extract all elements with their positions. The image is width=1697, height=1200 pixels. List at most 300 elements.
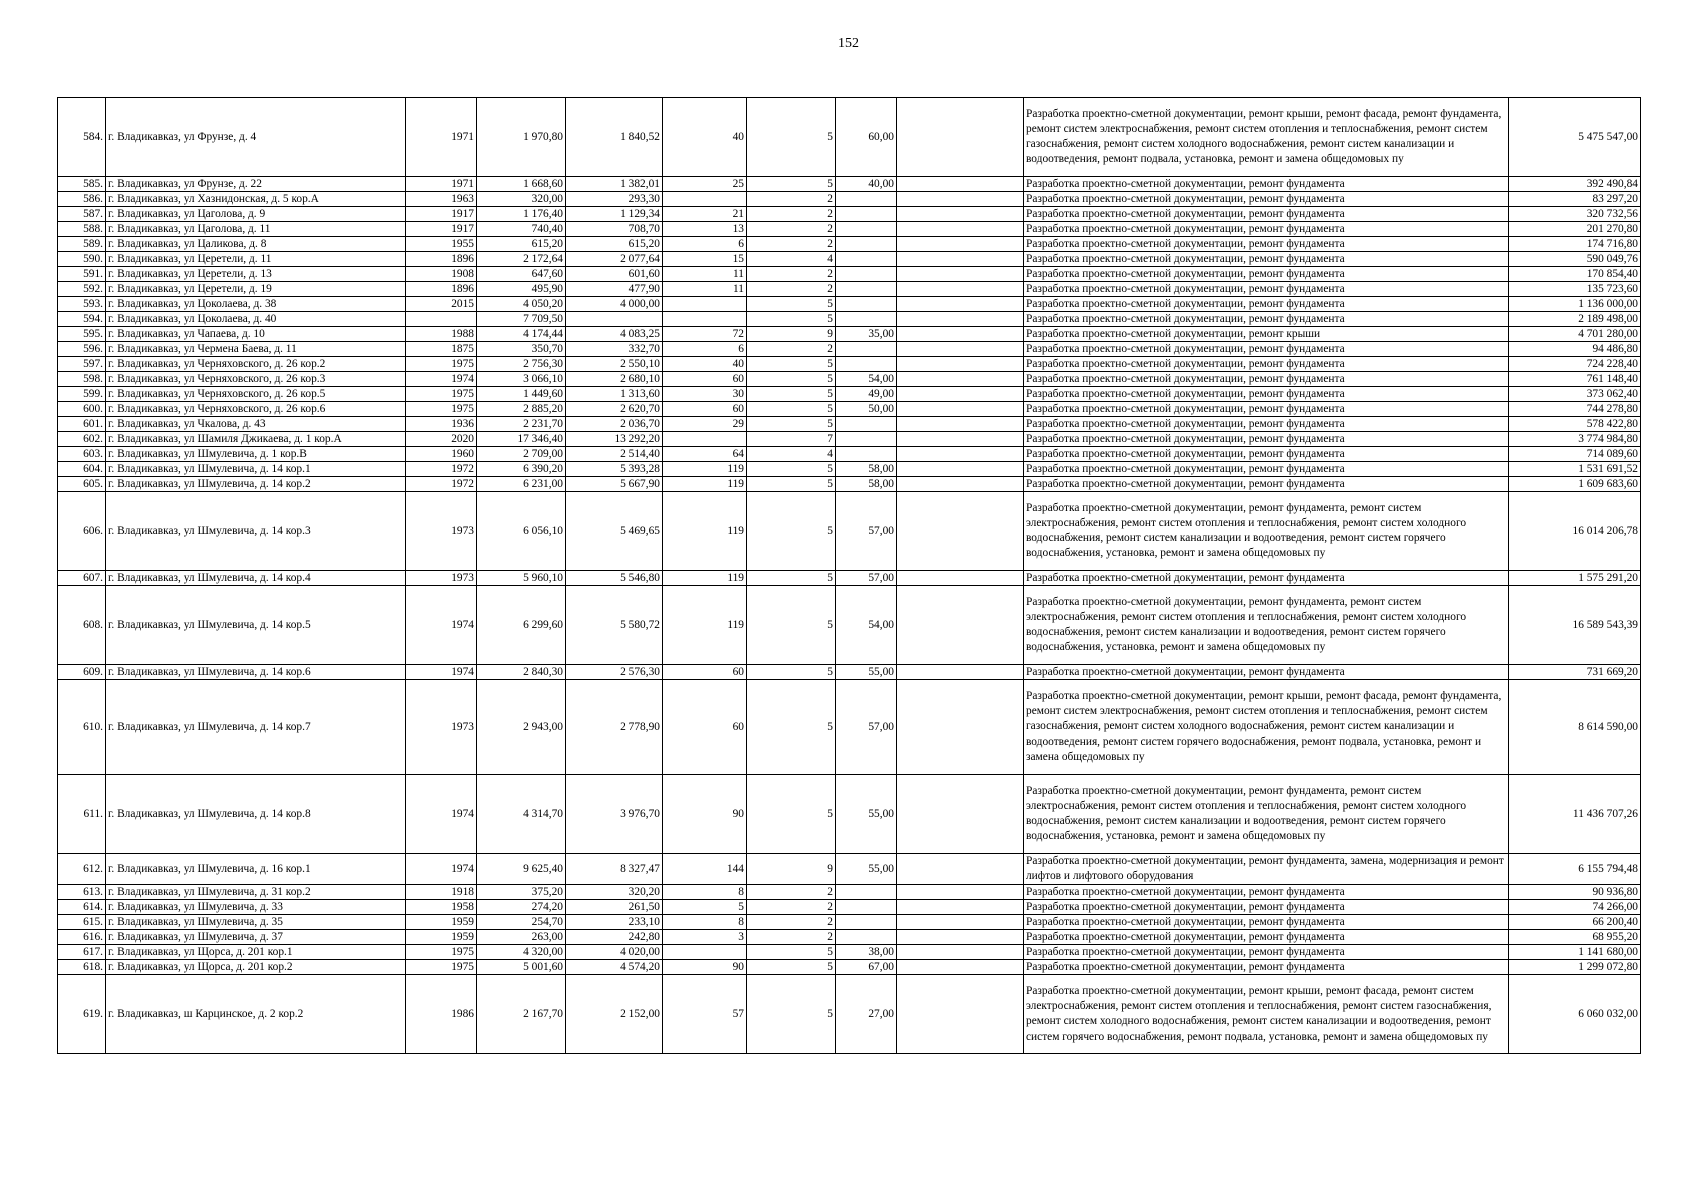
residents-cell: 60 [663,680,747,775]
address-cell: г. Владикавказ, ул Хазнидонская, д. 5 кор.А [106,192,406,207]
cost-cell: 761 148,40 [1509,372,1641,387]
address-cell: г. Владикавказ, ул Черняховского, д. 26 кор.2 [106,357,406,372]
year-cell: 1959 [406,915,477,930]
row-number: 590. [58,252,106,267]
year-cell: 1936 [406,417,477,432]
total-area-cell: 375,20 [477,885,566,900]
table-row [58,571,1641,586]
residents-cell: 11 [663,267,747,282]
floors-cell: 5 [747,372,836,387]
floors-cell: 5 [747,945,836,960]
row-number: 589. [58,237,106,252]
residents-cell: 60 [663,665,747,680]
total-area-cell: 2 943,00 [477,680,566,775]
residents-cell: 40 [663,357,747,372]
year-cell: 1955 [406,237,477,252]
floors-cell: 2 [747,930,836,945]
row-number: 613. [58,885,106,900]
table-row [58,854,1641,885]
wear-percent-cell [836,312,897,327]
row-number: 614. [58,900,106,915]
floors-cell: 5 [747,312,836,327]
address-cell: г. Владикавказ, ул Церетели, д. 11 [106,252,406,267]
work-description-cell: Разработка проектно-сметной документации, ремонт фундамента [1024,417,1509,432]
wear-percent-cell: 38,00 [836,945,897,960]
cost-cell: 578 422,80 [1509,417,1641,432]
table-row [58,665,1641,680]
total-area-cell: 495,90 [477,282,566,297]
cost-cell: 731 669,20 [1509,665,1641,680]
table-row [58,775,1641,854]
cost-cell: 5 475 547,00 [1509,98,1641,177]
floors-cell: 5 [747,960,836,975]
cost-cell: 373 062,40 [1509,387,1641,402]
living-area-cell: 8 327,47 [566,854,663,885]
total-area-cell: 2 885,20 [477,402,566,417]
wear-percent-cell [836,357,897,372]
floors-cell: 5 [747,402,836,417]
floors-cell: 2 [747,900,836,915]
living-area-cell: 2 152,00 [566,975,663,1054]
empty-cell [897,357,1024,372]
total-area-cell: 2 231,70 [477,417,566,432]
row-number: 593. [58,297,106,312]
address-cell: г. Владикавказ, ул Шмулевича, д. 14 кор.3 [106,492,406,571]
work-description-cell: Разработка проектно-сметной документации, ремонт фундамента [1024,432,1509,447]
row-number: 603. [58,447,106,462]
work-description-cell: Разработка проектно-сметной документации, ремонт фундамента [1024,267,1509,282]
row-number: 604. [58,462,106,477]
living-area-cell: 2 036,70 [566,417,663,432]
table-row [58,267,1641,282]
work-description-cell: Разработка проектно-сметной документации, ремонт фундамента [1024,885,1509,900]
table-row [58,357,1641,372]
work-description-cell: Разработка проектно-сметной документации, ремонт фундамента [1024,252,1509,267]
total-area-cell: 647,60 [477,267,566,282]
year-cell: 1973 [406,571,477,586]
residents-cell: 57 [663,975,747,1054]
total-area-cell: 1 970,80 [477,98,566,177]
residents-cell: 119 [663,586,747,665]
year-cell: 1875 [406,342,477,357]
cost-cell: 1 531 691,52 [1509,462,1641,477]
address-cell: г. Владикавказ, ул Шмулевича, д. 14 кор.5 [106,586,406,665]
table-row [58,447,1641,462]
wear-percent-cell [836,237,897,252]
residents-cell: 3 [663,930,747,945]
floors-cell: 5 [747,417,836,432]
empty-cell [897,98,1024,177]
floors-cell: 5 [747,387,836,402]
floors-cell: 5 [747,571,836,586]
work-description-cell: Разработка проектно-сметной документации, ремонт крыши [1024,327,1509,342]
table-row [58,342,1641,357]
total-area-cell: 1 176,40 [477,207,566,222]
residents-cell: 119 [663,571,747,586]
wear-percent-cell: 55,00 [836,854,897,885]
residents-cell: 8 [663,915,747,930]
row-number: 612. [58,854,106,885]
cost-cell: 744 278,80 [1509,402,1641,417]
address-cell: г. Владикавказ, ул Шмулевича, д. 16 кор.1 [106,854,406,885]
cost-cell: 392 490,84 [1509,177,1641,192]
residents-cell: 5 [663,900,747,915]
address-cell: г. Владикавказ, ул Цаголова, д. 9 [106,207,406,222]
wear-percent-cell [836,267,897,282]
living-area-cell: 233,10 [566,915,663,930]
floors-cell: 9 [747,327,836,342]
wear-percent-cell: 67,00 [836,960,897,975]
floors-cell: 5 [747,665,836,680]
empty-cell [897,477,1024,492]
work-description-cell: Разработка проектно-сметной документации, ремонт фундамента [1024,282,1509,297]
cost-cell: 590 049,76 [1509,252,1641,267]
work-description-cell: Разработка проектно-сметной документации, ремонт фундамента, замена, модернизация и ремонт лифтов и лифтового оборудования [1024,854,1509,885]
total-area-cell: 3 066,10 [477,372,566,387]
total-area-cell: 4 314,70 [477,775,566,854]
total-area-cell: 615,20 [477,237,566,252]
residents-cell: 119 [663,492,747,571]
table-row [58,477,1641,492]
cost-cell: 3 774 984,80 [1509,432,1641,447]
wear-percent-cell [836,447,897,462]
work-description-cell: Разработка проектно-сметной документации, ремонт крыши, ремонт фасада, ремонт фундамента, ремонт систем электроснабжения, ремонт систем отопления и теплоснабжения, ремонт систем газоснабжения, ремонт систем холодного водоснабжения, ремонт систем канализации и водоотведения, ремонт подвала, установка, ремонт и замена общедомовых пу [1024,98,1509,177]
residents-cell [663,312,747,327]
year-cell: 1975 [406,960,477,975]
year-cell: 2015 [406,297,477,312]
row-number: 611. [58,775,106,854]
residents-cell: 11 [663,282,747,297]
table-row [58,222,1641,237]
empty-cell [897,432,1024,447]
year-cell: 1974 [406,372,477,387]
floors-cell: 5 [747,462,836,477]
table-row [58,945,1641,960]
work-description-cell: Разработка проектно-сметной документации, ремонт фундамента [1024,387,1509,402]
year-cell: 1963 [406,192,477,207]
work-description-cell: Разработка проектно-сметной документации, ремонт фундамента [1024,177,1509,192]
address-cell: г. Владикавказ, ул Фрунзе, д. 4 [106,98,406,177]
address-cell: г. Владикавказ, ул Шмулевича, д. 31 кор.2 [106,885,406,900]
table-row [58,975,1641,1054]
wear-percent-cell: 55,00 [836,665,897,680]
residents-cell: 15 [663,252,747,267]
residents-cell [663,192,747,207]
floors-cell: 5 [747,975,836,1054]
table-row [58,432,1641,447]
year-cell: 1973 [406,492,477,571]
residents-cell: 119 [663,477,747,492]
work-description-cell: Разработка проектно-сметной документации, ремонт фундамента [1024,297,1509,312]
work-description-cell: Разработка проектно-сметной документации, ремонт фундамента [1024,930,1509,945]
year-cell: 1988 [406,327,477,342]
total-area-cell: 1 668,60 [477,177,566,192]
floors-cell: 2 [747,282,836,297]
cost-cell: 83 297,20 [1509,192,1641,207]
wear-percent-cell: 49,00 [836,387,897,402]
work-description-cell: Разработка проектно-сметной документации, ремонт фундамента, ремонт систем электроснабжения, ремонт систем отопления и теплоснабжения, ремонт систем холодного водоснабжения, ремонт систем канализации и водоотведения, ремонт систем горячего водоснабжения, установка, ремонт и замена общедомовых пу [1024,586,1509,665]
residents-cell [663,297,747,312]
row-number: 618. [58,960,106,975]
total-area-cell: 6 299,60 [477,586,566,665]
living-area-cell: 1 382,01 [566,177,663,192]
floors-cell: 5 [747,775,836,854]
year-cell: 1917 [406,207,477,222]
wear-percent-cell [836,342,897,357]
address-cell: г. Владикавказ, ул Шмулевича, д. 14 кор.4 [106,571,406,586]
empty-cell [897,447,1024,462]
year-cell: 1908 [406,267,477,282]
cost-cell: 16 589 543,39 [1509,586,1641,665]
work-description-cell: Разработка проектно-сметной документации, ремонт фундамента [1024,402,1509,417]
year-cell: 1896 [406,252,477,267]
empty-cell [897,960,1024,975]
year-cell: 1974 [406,775,477,854]
table-row [58,915,1641,930]
living-area-cell: 332,70 [566,342,663,357]
address-cell: г. Владикавказ, ул Церетели, д. 19 [106,282,406,297]
year-cell: 1975 [406,945,477,960]
row-number: 602. [58,432,106,447]
wear-percent-cell [836,915,897,930]
row-number: 595. [58,327,106,342]
total-area-cell: 1 449,60 [477,387,566,402]
year-cell: 1975 [406,402,477,417]
work-description-cell: Разработка проектно-сметной документации, ремонт фундамента [1024,945,1509,960]
wear-percent-cell: 60,00 [836,98,897,177]
table-row [58,960,1641,975]
cost-cell: 174 716,80 [1509,237,1641,252]
total-area-cell: 2 167,70 [477,975,566,1054]
floors-cell: 4 [747,252,836,267]
empty-cell [897,586,1024,665]
living-area-cell: 3 976,70 [566,775,663,854]
cost-cell: 66 200,40 [1509,915,1641,930]
address-cell: г. Владикавказ, ул Шмулевича, д. 14 кор.2 [106,477,406,492]
floors-cell: 5 [747,586,836,665]
address-cell: г. Владикавказ, ул Шмулевича, д. 33 [106,900,406,915]
year-cell: 1971 [406,98,477,177]
row-number: 600. [58,402,106,417]
empty-cell [897,775,1024,854]
living-area-cell [566,312,663,327]
address-cell: г. Владикавказ, ш Карцинское, д. 2 кор.2 [106,975,406,1054]
total-area-cell: 5 960,10 [477,571,566,586]
living-area-cell: 4 020,00 [566,945,663,960]
year-cell: 1974 [406,665,477,680]
row-number: 587. [58,207,106,222]
row-number: 619. [58,975,106,1054]
total-area-cell: 740,40 [477,222,566,237]
cost-cell: 320 732,56 [1509,207,1641,222]
year-cell: 1959 [406,930,477,945]
floors-cell: 2 [747,915,836,930]
year-cell: 1973 [406,680,477,775]
row-number: 608. [58,586,106,665]
living-area-cell: 13 292,20 [566,432,663,447]
table-row [58,192,1641,207]
row-number: 586. [58,192,106,207]
residents-cell: 29 [663,417,747,432]
address-cell: г. Владикавказ, ул Церетели, д. 13 [106,267,406,282]
year-cell: 1971 [406,177,477,192]
year-cell: 1986 [406,975,477,1054]
wear-percent-cell [836,282,897,297]
total-area-cell: 4 320,00 [477,945,566,960]
work-description-cell: Разработка проектно-сметной документации, ремонт фундамента [1024,900,1509,915]
living-area-cell: 1 313,60 [566,387,663,402]
living-area-cell: 4 083,25 [566,327,663,342]
residents-cell: 6 [663,342,747,357]
row-number: 585. [58,177,106,192]
total-area-cell: 2 756,30 [477,357,566,372]
table-row [58,930,1641,945]
cost-cell: 11 436 707,26 [1509,775,1641,854]
work-description-cell: Разработка проектно-сметной документации, ремонт фундамента [1024,477,1509,492]
empty-cell [897,372,1024,387]
living-area-cell: 261,50 [566,900,663,915]
row-number: 617. [58,945,106,960]
cost-cell: 68 955,20 [1509,930,1641,945]
work-description-cell: Разработка проектно-сметной документации, ремонт фундамента [1024,447,1509,462]
table-row [58,387,1641,402]
wear-percent-cell: 40,00 [836,177,897,192]
floors-cell: 2 [747,207,836,222]
year-cell: 1975 [406,357,477,372]
row-number: 615. [58,915,106,930]
empty-cell [897,267,1024,282]
floors-cell: 5 [747,98,836,177]
wear-percent-cell: 58,00 [836,462,897,477]
empty-cell [897,462,1024,477]
wear-percent-cell: 57,00 [836,492,897,571]
residents-cell: 6 [663,237,747,252]
wear-percent-cell: 35,00 [836,327,897,342]
empty-cell [897,312,1024,327]
total-area-cell: 4 174,44 [477,327,566,342]
total-area-cell: 2 172,64 [477,252,566,267]
floors-cell: 5 [747,357,836,372]
table-row [58,885,1641,900]
row-number: 607. [58,571,106,586]
table-row [58,177,1641,192]
total-area-cell: 254,70 [477,915,566,930]
living-area-cell: 1 840,52 [566,98,663,177]
total-area-cell: 6 056,10 [477,492,566,571]
living-area-cell: 5 469,65 [566,492,663,571]
work-description-cell: Разработка проектно-сметной документации, ремонт фундамента [1024,237,1509,252]
living-area-cell: 1 129,34 [566,207,663,222]
living-area-cell: 601,60 [566,267,663,282]
table-row [58,900,1641,915]
floors-cell: 5 [747,492,836,571]
address-cell: г. Владикавказ, ул Шмулевича, д. 14 кор.1 [106,462,406,477]
empty-cell [897,282,1024,297]
wear-percent-cell [836,192,897,207]
page-number: 152 [838,36,859,51]
wear-percent-cell [836,297,897,312]
living-area-cell: 5 667,90 [566,477,663,492]
empty-cell [897,854,1024,885]
living-area-cell: 2 620,70 [566,402,663,417]
wear-percent-cell: 27,00 [836,975,897,1054]
floors-cell: 2 [747,192,836,207]
year-cell: 1972 [406,477,477,492]
total-area-cell: 320,00 [477,192,566,207]
floors-cell: 4 [747,447,836,462]
address-cell: г. Владикавказ, ул Цаголова, д. 11 [106,222,406,237]
cost-cell: 201 270,80 [1509,222,1641,237]
residents-cell: 25 [663,177,747,192]
living-area-cell: 2 514,40 [566,447,663,462]
empty-cell [897,885,1024,900]
wear-percent-cell [836,885,897,900]
cost-cell: 2 189 498,00 [1509,312,1641,327]
wear-percent-cell [836,930,897,945]
empty-cell [897,402,1024,417]
living-area-cell: 2 550,10 [566,357,663,372]
address-cell: г. Владикавказ, ул Чермена Баева, д. 11 [106,342,406,357]
total-area-cell: 4 050,20 [477,297,566,312]
empty-cell [897,342,1024,357]
total-area-cell: 5 001,60 [477,960,566,975]
row-number: 584. [58,98,106,177]
year-cell: 1958 [406,900,477,915]
work-description-cell: Разработка проектно-сметной документации, ремонт фундамента [1024,342,1509,357]
cost-cell: 90 936,80 [1509,885,1641,900]
address-cell: г. Владикавказ, ул Щорса, д. 201 кор.2 [106,960,406,975]
wear-percent-cell [836,252,897,267]
floors-cell: 5 [747,680,836,775]
empty-cell [897,945,1024,960]
work-description-cell: Разработка проектно-сметной документации, ремонт крыши, ремонт фасада, ремонт фундамента, ремонт систем электроснабжения, ремонт систем отопления и теплоснабжения, ремонт систем газоснабжения, ремонт систем холодного водоснабжения, ремонт систем канализации и водоотведения, ремонт систем горячего водоснабжения, ремонт подвала, установка, ремонт и замена общедомовых пу [1024,680,1509,775]
wear-percent-cell [836,222,897,237]
floors-cell: 2 [747,222,836,237]
table-row [58,98,1641,177]
address-cell: г. Владикавказ, ул Черняховского, д. 26 кор.5 [106,387,406,402]
work-description-cell: Разработка проектно-сметной документации, ремонт фундамента [1024,357,1509,372]
residents-cell: 8 [663,885,747,900]
empty-cell [897,417,1024,432]
repair-program-table [57,97,1641,1054]
empty-cell [897,680,1024,775]
row-number: 609. [58,665,106,680]
work-description-cell: Разработка проектно-сметной документации, ремонт фундамента [1024,207,1509,222]
cost-cell: 16 014 206,78 [1509,492,1641,571]
cost-cell: 94 486,80 [1509,342,1641,357]
work-description-cell: Разработка проектно-сметной документации, ремонт фундамента [1024,571,1509,586]
row-number: 592. [58,282,106,297]
cost-cell: 4 701 280,00 [1509,327,1641,342]
residents-cell: 72 [663,327,747,342]
address-cell: г. Владикавказ, ул Щорса, д. 201 кор.1 [106,945,406,960]
address-cell: г. Владикавказ, ул Цоколаева, д. 40 [106,312,406,327]
cost-cell: 74 266,00 [1509,900,1641,915]
cost-cell: 1 141 680,00 [1509,945,1641,960]
residents-cell: 60 [663,372,747,387]
total-area-cell: 9 625,40 [477,854,566,885]
work-description-cell: Разработка проектно-сметной документации, ремонт фундамента [1024,462,1509,477]
residents-cell: 144 [663,854,747,885]
address-cell: г. Владикавказ, ул Цаликова, д. 8 [106,237,406,252]
living-area-cell: 5 393,28 [566,462,663,477]
living-area-cell: 5 546,80 [566,571,663,586]
table-row [58,327,1641,342]
living-area-cell: 2 778,90 [566,680,663,775]
total-area-cell: 350,70 [477,342,566,357]
row-number: 596. [58,342,106,357]
empty-cell [897,207,1024,222]
